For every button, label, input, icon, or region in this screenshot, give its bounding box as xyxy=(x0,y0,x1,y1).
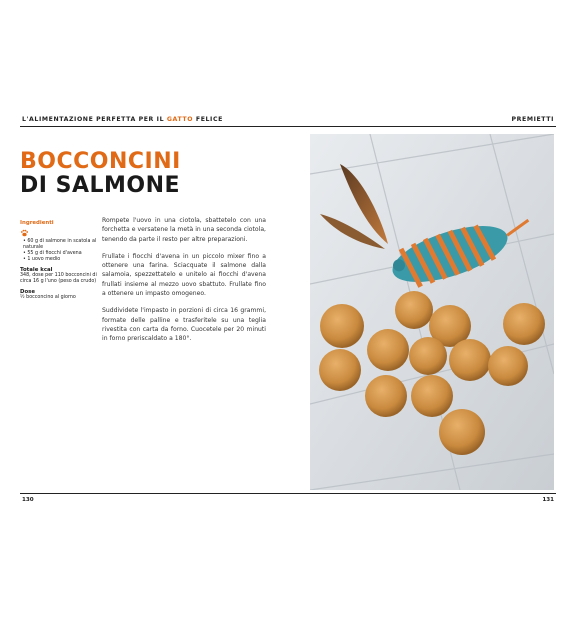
header-rule xyxy=(20,126,556,127)
instruction-paragraph-1: Rompete l'uovo in una ciotola, sbattetelo con una forchetta e versatene la metà in una seconda ciotola, tenendo da parte il resto per altre preparazioni. xyxy=(102,217,266,243)
paw-icon xyxy=(20,229,29,237)
ingredients-sidebar xyxy=(20,220,98,305)
recipe-title xyxy=(20,150,181,198)
ingredients-heading: Ingredienti xyxy=(20,220,54,226)
page-number-left: 130 xyxy=(22,497,34,503)
title-line-2: DI SALMONE xyxy=(20,173,181,198)
ingredient-text: 1 uovo medio xyxy=(27,257,61,262)
recipe-instructions xyxy=(102,216,266,352)
running-header-right: PREMIETTI xyxy=(511,116,554,123)
page-number-right: 131 xyxy=(542,497,554,503)
running-header-left xyxy=(22,116,223,123)
header-left-prefix: L'ALIMENTAZIONE PERFETTA PER IL xyxy=(22,116,167,123)
ingredient-text: 60 g di salmone in scatola al naturale xyxy=(23,239,97,250)
list-item: • 55 g di fiocchi d'avena xyxy=(23,251,82,256)
instruction-paragraph-2: Frullate i fiocchi d'avena in un piccolo mixer fino a ottenere una farina. Sciacquate il salmone dalla salamoia, spezzettatelo e unitelo ai fiocchi d'avena frullati insieme al mezzo uovo sbattuto. Frullate fino a ottenere un impasto omogeneo. xyxy=(102,252,266,298)
dose-heading: Dose xyxy=(20,289,36,295)
list-item: • 1 uovo medio xyxy=(23,257,61,262)
header-left-suffix: FELICE xyxy=(193,116,223,123)
ingredients-list xyxy=(20,239,98,263)
footer-rule xyxy=(20,493,556,494)
photo-illustration xyxy=(310,134,554,490)
dose-text: ½ bocconcino al giorno xyxy=(20,295,76,300)
kcal-text: 348, dose per 110 bocconcini di circa 16 g l'uno (peso da crudo) xyxy=(20,273,97,284)
list-item: • 60 g di salmone in scatola al naturale xyxy=(23,239,97,250)
kcal-heading: Totale kcal xyxy=(20,267,53,273)
header-left-accent: GATTO xyxy=(166,116,194,123)
ingredient-text: 55 g di fiocchi d'avena xyxy=(27,251,82,256)
instruction-paragraph-3: Suddividete l'impasto in porzioni di circa 16 grammi, formate delle palline e trasferitele su una teglia rivestita con carta da forno. Cuocetele per 20 minuti in forno preriscaldato a 180°. xyxy=(102,307,266,343)
title-line-1: BOCCONCINI xyxy=(20,149,181,174)
cat-treats-photo xyxy=(310,134,554,490)
